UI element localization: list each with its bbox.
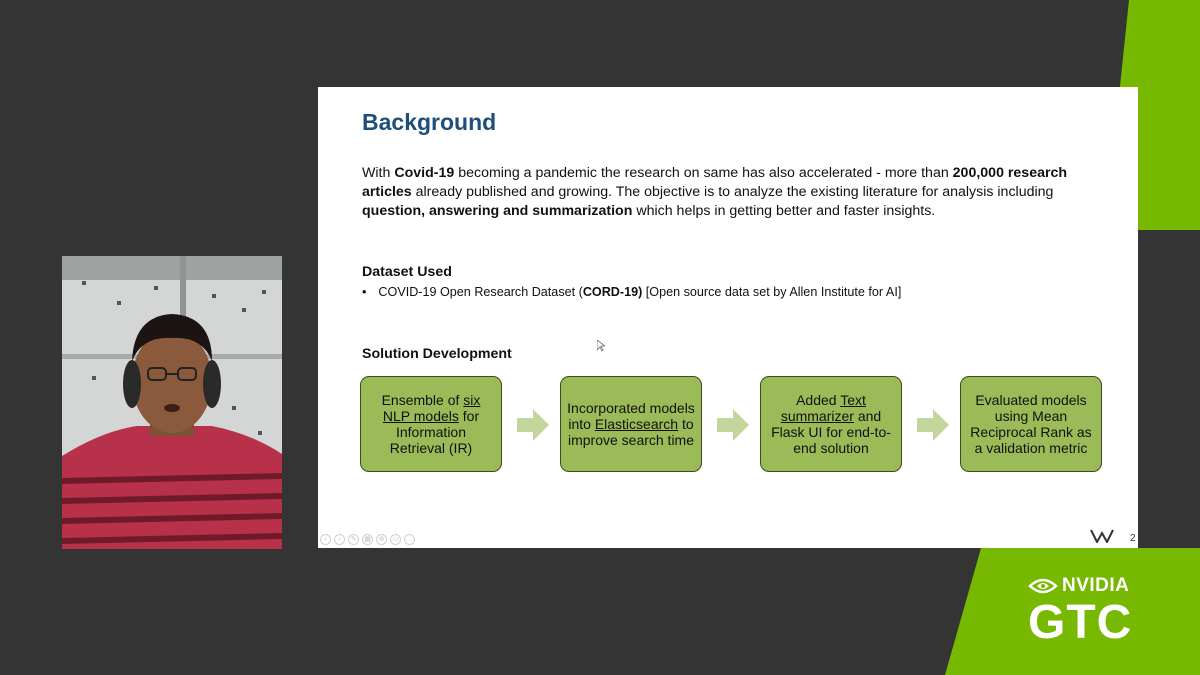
gtc-branding	[1028, 575, 1140, 650]
step-2-text: Incorporated models into	[567, 400, 695, 432]
intro-text-4: which helps in getting better and faster insights.	[632, 203, 936, 219]
step-1-text-end: for Information Retrieval (IR)	[389, 408, 480, 456]
step-3-text-end: and Flask UI for end-to-end solution	[771, 408, 891, 456]
nvidia-wordmark: NVIDIA	[1062, 575, 1130, 596]
flow-step-3	[760, 376, 902, 472]
presenter-video-image	[62, 256, 282, 549]
slides-grid-icon[interactable]: ▦	[362, 534, 373, 545]
pen-icon[interactable]: ✎	[348, 534, 359, 545]
nvidia-logo	[1028, 575, 1140, 597]
flow-arrow-2	[717, 409, 749, 441]
presenter-webcam	[62, 256, 282, 549]
step-2-underlined: Elasticsearch	[594, 416, 679, 432]
flow-step-1	[360, 376, 502, 472]
dataset-text-1: COVID-19 Open Research Dataset (	[378, 285, 583, 299]
slide-toolbar	[320, 534, 415, 545]
mouse-cursor-icon	[597, 340, 605, 352]
step-3-text: Added	[796, 392, 841, 408]
solution-heading: Solution Development	[362, 346, 512, 362]
flow-arrow-3	[917, 409, 949, 441]
intro-text-2: becoming a pandemic the research on same has also accelerated - more than	[454, 165, 953, 181]
slide-title: Background	[362, 109, 497, 135]
step-1-text: Ensemble of	[381, 392, 464, 408]
intro-bold-articles: 200,000 research articles	[362, 165, 1068, 200]
step-1-underlined: six NLP models	[382, 392, 481, 424]
nvidia-eye-icon	[1028, 576, 1058, 596]
flow-step-4	[960, 376, 1102, 472]
intro-paragraph	[362, 164, 1092, 221]
zoom-icon[interactable]: ⊕	[376, 534, 387, 545]
slide-page-number: 2	[1130, 533, 1136, 544]
intro-bold-qa: question, answering and summarization	[362, 203, 633, 219]
more-options-icon[interactable]: …	[406, 536, 413, 543]
dataset-bullet	[362, 285, 901, 299]
dataset-text	[378, 285, 901, 299]
flow-arrow-1	[517, 409, 549, 441]
flow-step-2	[560, 376, 702, 472]
next-slide-icon[interactable]: ›	[334, 534, 345, 545]
presenter-company-logo-icon	[1090, 529, 1114, 543]
gtc-wordmark: GTC	[1028, 596, 1133, 649]
bullet-symbol: •	[362, 285, 367, 299]
previous-slide-icon[interactable]: ‹	[320, 534, 331, 545]
dataset-bold-cord: CORD-19)	[582, 285, 643, 299]
intro-bold-covid: Covid-19	[394, 165, 455, 181]
step-4-text: Evaluated models using Mean Reciprocal Rank as a validation metric	[970, 392, 1092, 456]
intro-text-1: With	[362, 165, 395, 181]
subtitles-icon[interactable]: ▭	[390, 534, 401, 545]
dataset-heading: Dataset Used	[362, 264, 452, 280]
dataset-text-2: [Open source data set by Allen Institute for AI]	[642, 285, 902, 299]
step-2-text-end: to improve search time	[567, 416, 695, 448]
presentation-slide	[318, 87, 1138, 548]
intro-text-3: already published and growing. The objective is to analyze the existing literature for analysis including	[411, 184, 1054, 200]
step-3-underlined: Text summarizer	[780, 392, 866, 424]
